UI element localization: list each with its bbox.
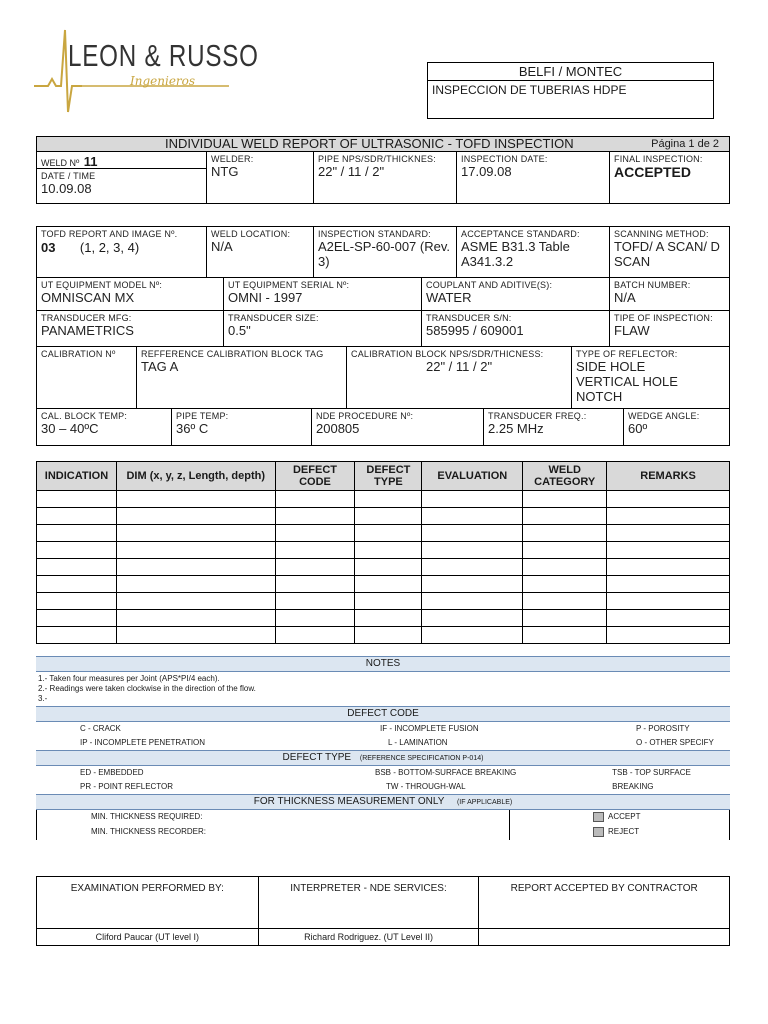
table-cell[interactable] <box>355 542 422 559</box>
final-inspection-label: FINAL INSPECTION: <box>614 154 703 164</box>
transducer-sn-label: TRANSDUCER S/N: <box>426 313 512 323</box>
report-header-block <box>36 136 730 204</box>
reject-label: REJECT <box>608 827 640 837</box>
table-cell[interactable] <box>37 491 117 508</box>
code-porosity: P - POROSITY <box>636 724 690 733</box>
calibration-block-cell <box>347 347 572 409</box>
reflector-type-cell <box>572 347 729 409</box>
pipe-temp-cell <box>172 409 312 445</box>
defect-code-title: DEFECT CODE <box>36 706 730 722</box>
table-cell[interactable] <box>275 508 355 525</box>
indications-col-header: DEFECT TYPE <box>355 462 422 491</box>
table-cell[interactable] <box>607 610 730 627</box>
contractor-header: REPORT ACCEPTED BY CONTRACTOR <box>479 877 730 929</box>
table-cell[interactable] <box>607 525 730 542</box>
pipe-label: PIPE NPS/SDR/THICKNES: <box>318 154 436 164</box>
indications-body <box>37 491 730 644</box>
logo-tagline: Ingenieros <box>130 74 196 88</box>
defect-type-reference: (REFERENCE SPECIFICATION P-014) <box>359 755 484 762</box>
ut-serial-value: OMNI - 1997 <box>228 290 303 305</box>
table-cell[interactable] <box>275 542 355 559</box>
pipe-temp-label: PIPE TEMP: <box>176 411 229 421</box>
reflector-vertical-hole: VERTICAL HOLE <box>576 374 678 389</box>
calibration-block-value: 22" / 11 / 2" <box>426 359 493 374</box>
transducer-sn-cell <box>422 311 610 347</box>
table-row <box>37 576 730 593</box>
defect-type-title-bar <box>36 751 730 766</box>
examiner-name: Cliford Paucar (UT level I) <box>37 929 259 946</box>
thickness-note: (IF APPLICABLE) <box>456 799 513 806</box>
table-row <box>37 627 730 644</box>
transducer-size-cell <box>224 311 422 347</box>
code-other: O - OTHER SPECIFY <box>636 738 714 747</box>
table-cell[interactable] <box>37 508 117 525</box>
transducer-size-label: TRANSDUCER SIZE: <box>228 313 319 323</box>
table-row <box>37 525 730 542</box>
code-lamination: L - LAMINATION <box>388 738 448 747</box>
indications-col-header: INDICATION <box>37 462 117 491</box>
table-cell[interactable] <box>116 491 275 508</box>
inspection-standard-cell <box>314 227 457 278</box>
wedge-angle-cell <box>624 409 729 445</box>
table-cell[interactable] <box>116 593 275 610</box>
notes-title: NOTES <box>36 656 730 672</box>
min-thickness-recorded: MIN. THICKNESS RECORDER: <box>91 827 206 836</box>
inspection-standard-label: INSPECTION STANDARD: <box>318 229 431 239</box>
table-cell[interactable] <box>275 627 355 644</box>
welder-label: WELDER: <box>211 154 254 164</box>
acceptance-standard-cell <box>457 227 610 278</box>
table-cell[interactable] <box>607 559 730 576</box>
type-bottom-surface: BSB - BOTTOM-SURFACE BREAKING <box>374 768 517 777</box>
nde-procedure-label: NDE PROCEDURE Nº: <box>316 411 414 421</box>
table-cell[interactable] <box>607 542 730 559</box>
nde-procedure-cell <box>312 409 484 445</box>
pipe-value: 22" / 11 / 2" <box>318 164 385 179</box>
reject-checkbox[interactable] <box>593 827 604 837</box>
table-cell[interactable] <box>275 559 355 576</box>
table-cell[interactable] <box>37 593 117 610</box>
table-cell[interactable] <box>523 542 607 559</box>
indications-col-header: REMARKS <box>607 462 730 491</box>
transducer-mfg-value: PANAMETRICS <box>41 323 134 338</box>
indications-header-row <box>37 462 730 491</box>
table-cell[interactable] <box>37 542 117 559</box>
wedge-angle-value: 60º <box>628 421 648 436</box>
cal-block-temp-value: 30 – 40ºC <box>41 421 99 436</box>
table-cell[interactable] <box>607 593 730 610</box>
table-cell[interactable] <box>37 627 117 644</box>
inspection-date-cell <box>457 152 610 203</box>
table-row <box>37 508 730 525</box>
type-embedded: ED - EMBEDDED <box>80 768 144 777</box>
notes-list <box>36 672 730 706</box>
transducer-sn-value: 585995 / 609001 <box>426 323 524 338</box>
table-cell[interactable] <box>607 627 730 644</box>
table-cell[interactable] <box>37 576 117 593</box>
table-cell[interactable] <box>607 508 730 525</box>
accept-checkbox[interactable] <box>593 812 604 822</box>
date-time-cell <box>37 169 207 203</box>
defect-type-title: DEFECT TYPE <box>282 752 352 763</box>
signatures-table <box>36 876 730 946</box>
table-cell[interactable] <box>523 627 607 644</box>
tofd-report-cell <box>37 227 207 278</box>
ut-model-label: UT EQUIPMENT MODEL Nº: <box>41 280 163 290</box>
weld-location-cell <box>207 227 314 278</box>
table-row <box>37 491 730 508</box>
type-through-wall: TW - THROUGH-WAL <box>386 782 466 791</box>
page-number: Página 1 de 2 <box>651 138 719 150</box>
company-logo <box>34 24 259 119</box>
table-cell[interactable] <box>422 559 523 576</box>
client-line-2: INSPECCION DE TUBERIAS HDPE <box>432 83 627 97</box>
table-cell[interactable] <box>355 525 422 542</box>
acceptance-standard-label: ACCEPTANCE STANDARD: <box>461 229 580 239</box>
weld-location-label: WELD LOCATION: <box>211 229 291 239</box>
code-crack: C - CRACK <box>80 724 121 733</box>
table-cell[interactable] <box>523 576 607 593</box>
client-line-1: BELFI / MONTEC <box>428 63 713 81</box>
table-cell[interactable] <box>523 508 607 525</box>
reflector-notch: NOTCH <box>576 389 623 404</box>
tofd-report-label: TOFD REPORT AND IMAGE Nº. <box>41 229 178 239</box>
table-cell[interactable] <box>116 627 275 644</box>
notes-section <box>36 656 730 840</box>
examiner-header: EXAMINATION PERFORMED BY: <box>37 877 259 929</box>
contractor-name <box>479 929 730 946</box>
table-cell[interactable] <box>116 542 275 559</box>
table-cell[interactable] <box>37 610 117 627</box>
code-incomplete-penetration: IP - INCOMPLETE PENETRATION <box>80 738 206 747</box>
reflector-side-hole: SIDE HOLE <box>576 359 646 374</box>
inspection-type-cell <box>610 311 729 347</box>
couplant-cell <box>422 278 610 311</box>
interpreter-header: INTERPRETER - NDE SERVICES: <box>258 877 479 929</box>
table-cell[interactable] <box>422 610 523 627</box>
calibration-no-label: CALIBRATION Nº <box>41 349 116 359</box>
table-row <box>37 610 730 627</box>
client-box <box>427 62 714 119</box>
defect-code-row-2 <box>36 736 730 751</box>
cal-block-temp-label: CAL. BLOCK TEMP: <box>41 411 128 421</box>
table-cell[interactable] <box>355 576 422 593</box>
calibration-no-cell <box>37 347 137 409</box>
code-incomplete-fusion: IF - INCOMPLETE FUSION <box>380 724 479 733</box>
table-cell[interactable] <box>523 559 607 576</box>
reflector-type-label: TYPE OF REFLECTOR: <box>576 349 678 359</box>
table-cell[interactable] <box>37 525 117 542</box>
table-cell[interactable] <box>355 610 422 627</box>
cal-block-temp-cell <box>37 409 172 445</box>
transducer-freq-label: TRANSDUCER FREQ.: <box>488 411 587 421</box>
welder-cell <box>207 152 314 203</box>
table-cell[interactable] <box>37 559 117 576</box>
report-title: INDIVIDUAL WELD REPORT OF ULTRASONIC - TOFD INSPECTION <box>165 136 574 151</box>
table-cell[interactable] <box>116 610 275 627</box>
accept-label: ACCEPT <box>608 812 641 822</box>
table-cell[interactable] <box>523 610 607 627</box>
weld-location-value: N/A <box>211 239 233 254</box>
inspection-date-label: INSPECTION DATE: <box>461 154 548 164</box>
thickness-title-bar <box>36 794 730 810</box>
note-1: 1.- Taken four measures per Joint (APS*PI/4 each). <box>38 674 220 683</box>
batch-number-value: N/A <box>614 290 636 305</box>
reference-block-label: REFFERENCE CALIBRATION BLOCK TAG <box>141 349 324 359</box>
table-row <box>37 542 730 559</box>
transducer-freq-value: 2.25 MHz <box>488 421 544 436</box>
table-cell[interactable] <box>275 610 355 627</box>
table-cell[interactable] <box>422 508 523 525</box>
table-cell[interactable] <box>355 559 422 576</box>
welder-value: NTG <box>211 164 239 179</box>
scanning-method-cell <box>610 227 729 278</box>
table-cell[interactable] <box>607 491 730 508</box>
defect-code-row-1 <box>36 722 730 736</box>
table-cell[interactable] <box>275 593 355 610</box>
table-cell[interactable] <box>116 508 275 525</box>
table-row <box>37 559 730 576</box>
table-row <box>37 593 730 610</box>
calibration-block-label: CALIBRATION BLOCK NPS/SDR/THICNESS: <box>351 349 544 359</box>
table-cell[interactable] <box>275 576 355 593</box>
table-cell[interactable] <box>422 576 523 593</box>
indications-col-header: EVALUATION <box>422 462 523 491</box>
table-cell[interactable] <box>355 627 422 644</box>
thickness-body <box>36 810 730 840</box>
ut-serial-cell <box>224 278 422 311</box>
scanning-method-value: TOFD/ A SCAN/ D SCAN <box>614 239 720 269</box>
table-cell[interactable] <box>523 491 607 508</box>
final-inspection-value: ACCEPTED <box>614 164 692 180</box>
reference-block-cell <box>137 347 347 409</box>
table-cell[interactable] <box>275 491 355 508</box>
indications-table <box>36 461 730 644</box>
type-top-surface: TSB - TOP SURFACE BREAKING <box>612 768 691 791</box>
table-cell[interactable] <box>422 627 523 644</box>
table-cell[interactable] <box>422 491 523 508</box>
inspection-type-value: FLAW <box>614 323 650 338</box>
batch-number-label: BATCH NUMBER: <box>614 280 691 290</box>
table-cell[interactable] <box>422 542 523 559</box>
inspection-standard-value: A2EL-SP-60-007 (Rev. 3) <box>318 239 450 269</box>
details-block <box>36 226 730 446</box>
transducer-mfg-label: TRANSDUCER MFG: <box>41 313 132 323</box>
table-cell[interactable] <box>275 525 355 542</box>
weld-no-cell <box>37 152 207 169</box>
indications-col-header: DEFECT CODE <box>275 462 355 491</box>
accept-option[interactable] <box>593 812 640 822</box>
tofd-report-images: (1, 2, 3, 4) <box>79 240 140 255</box>
reject-option[interactable] <box>593 827 639 837</box>
pipe-temp-value: 36º C <box>176 421 209 436</box>
nde-procedure-value: 200805 <box>316 421 360 436</box>
scanning-method-label: SCANNING METHOD: <box>614 229 709 239</box>
weld-no-label: WELD Nº <box>41 158 80 168</box>
table-cell[interactable] <box>355 593 422 610</box>
report-title-bar <box>37 137 729 152</box>
table-cell[interactable] <box>355 491 422 508</box>
reference-block-value: TAG A <box>141 359 179 374</box>
table-cell[interactable] <box>116 559 275 576</box>
indications-col-header: WELD CATEGORY <box>523 462 607 491</box>
ut-model-value: OMNISCAN MX <box>41 290 135 305</box>
couplant-value: WATER <box>426 290 472 305</box>
table-cell[interactable] <box>523 593 607 610</box>
note-3: 3.- <box>38 694 48 703</box>
thickness-title: FOR THICKNESS MEASUREMENT ONLY <box>253 796 445 807</box>
wedge-angle-label: WEDGE ANGLE: <box>628 411 700 421</box>
table-cell[interactable] <box>523 525 607 542</box>
table-cell[interactable] <box>422 593 523 610</box>
acceptance-standard-value: ASME B31.3 Table A341.3.2 <box>461 239 570 269</box>
table-cell[interactable] <box>355 508 422 525</box>
type-point-reflector: PR - POINT REFLECTOR <box>80 782 174 791</box>
table-cell[interactable] <box>422 525 523 542</box>
final-inspection-cell <box>610 152 729 203</box>
weld-no-value: 11 <box>83 154 98 169</box>
batch-number-cell <box>610 278 729 311</box>
transducer-mfg-cell <box>37 311 224 347</box>
min-thickness-required: MIN. THICKNESS REQUIRED: <box>91 812 203 821</box>
couplant-label: COUPLANT AND ADITIVE(S): <box>426 280 553 290</box>
table-cell[interactable] <box>116 576 275 593</box>
logo-brand: LEON & RUSSO <box>68 38 259 73</box>
ut-model-cell <box>37 278 224 311</box>
note-2: 2.- Readings were taken clockwise in the direction of the flow. <box>38 684 256 693</box>
date-time-value: 10.09.08 <box>41 181 92 196</box>
pipe-cell <box>314 152 457 203</box>
indications-col-header: DIM (x, y, z, Length, depth) <box>116 462 275 491</box>
transducer-freq-cell <box>484 409 624 445</box>
table-cell[interactable] <box>116 525 275 542</box>
transducer-size-value: 0.5" <box>228 323 251 338</box>
inspection-date-value: 17.09.08 <box>461 164 512 179</box>
ut-serial-label: UT EQUIPMENT SERIAL Nº: <box>228 280 350 290</box>
tofd-report-number: 03 <box>41 240 56 255</box>
date-time-label: DATE / TIME <box>41 171 96 181</box>
inspection-type-label: TIPE OF INSPECTION: <box>614 313 713 323</box>
table-cell[interactable] <box>607 576 730 593</box>
interpreter-name: Richard Rodriguez. (UT Level II) <box>258 929 479 946</box>
